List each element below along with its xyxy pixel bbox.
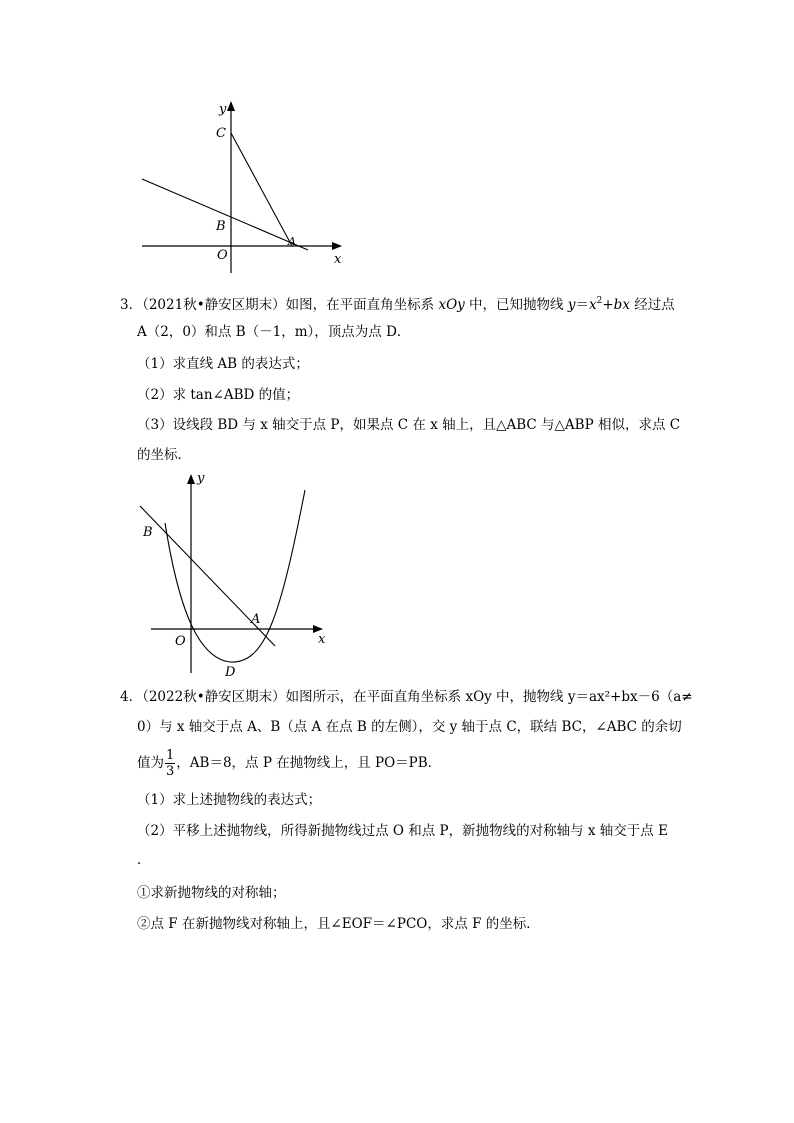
q4-line-1: 4．（2022秋•静安区期末）如图所示，在平面直角坐标系 xOy 中，抛物线 y＝ax²+bx－6（a≠ bbox=[120, 689, 693, 705]
fig1-point-a: A bbox=[288, 235, 296, 248]
fig1-x-label: x bbox=[334, 252, 342, 267]
fig2-y-label: y bbox=[197, 471, 205, 486]
fig2-point-b: B bbox=[143, 525, 153, 540]
figure-1-line-graph bbox=[130, 95, 360, 275]
q4-part-2-end: ． bbox=[137, 852, 151, 868]
q3-part-3-cont: 的坐标． bbox=[137, 447, 191, 463]
q3-part-3: （3）设线段 BD 与 x 轴交于点 P，如果点 C 在 x 轴上，且△ABC 与△ABP 相似，求点 C bbox=[137, 417, 681, 433]
q4-part-2-sub-1: ①求新抛物线的对称轴； bbox=[137, 885, 286, 901]
fig2-point-d: D bbox=[225, 665, 236, 680]
fig2-x-label: x bbox=[318, 632, 326, 647]
q3-line-2: A（2，0）和点 B（－1，m），顶点为点 D． bbox=[137, 324, 411, 340]
q4-line-3: 值为 $\frac{1}{3}$ ，AB＝8，点 P 在抛物线上，且 PO＝PB． bbox=[137, 748, 442, 779]
fig1-point-b: B bbox=[216, 219, 226, 234]
q4-line-2: 0）与 x 轴交于点 A、B（点 A 在点 B 的左侧），交 y 轴于点 C，联结 BC，∠ABC 的余切 bbox=[137, 719, 682, 735]
q4-part-1: （1）求上述抛物线的表达式； bbox=[137, 792, 322, 808]
q3-part-1: （1）求直线 AB 的表达式； bbox=[137, 356, 309, 372]
fig1-point-c: C bbox=[216, 126, 226, 141]
fraction-one-third: $\frac{1}{3}$ bbox=[166, 748, 175, 779]
fig2-point-o: O bbox=[175, 634, 186, 649]
q3-line-1: 3．（2021秋•静安区期末）如图，在平面直角坐标系 xOy 中，已知抛物线 $y=x^2+bx$ 经过点 bbox=[120, 296, 675, 313]
q4-part-2: （2）平移上述抛物线，所得新抛物线过点 O 和点 P，新抛物线的对称轴与 x 轴交于点 E bbox=[137, 823, 668, 839]
q4-part-2-sub-2: ②点 F 在新抛物线对称轴上，且∠EOF＝∠PCO，求点 F 的坐标． bbox=[137, 916, 540, 932]
q3-part-2: （2）求 tan∠ABD 的值； bbox=[137, 387, 300, 403]
fig2-point-a: A bbox=[251, 612, 261, 627]
figure-2-parabola-graph bbox=[135, 468, 335, 683]
fig1-point-o: O bbox=[217, 248, 228, 263]
fig1-y-label: y bbox=[219, 102, 227, 117]
